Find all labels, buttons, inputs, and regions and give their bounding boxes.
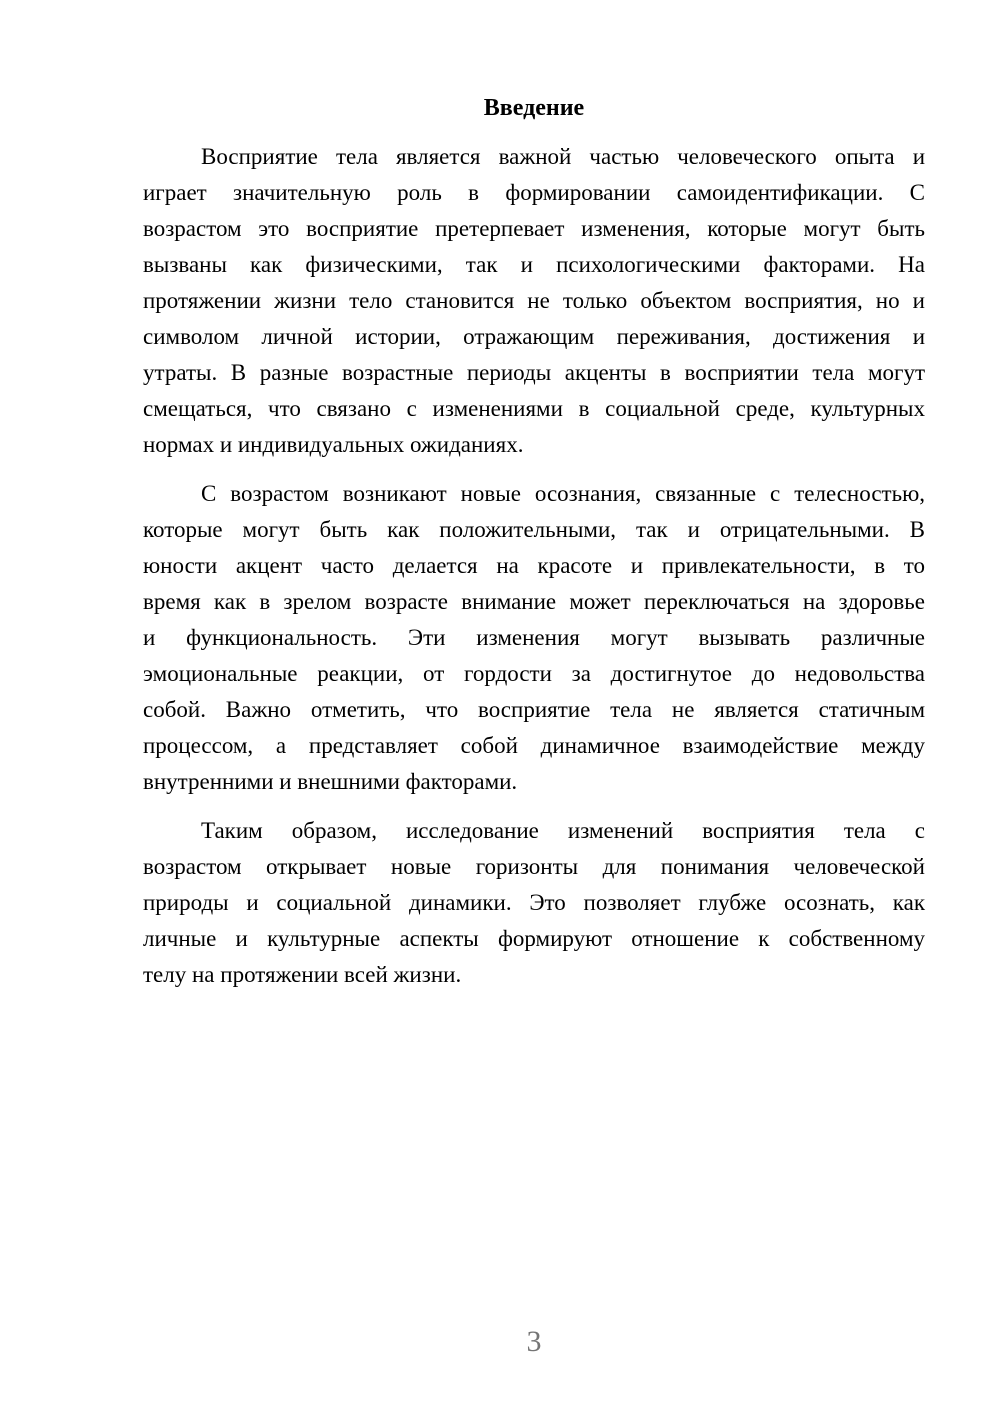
text-line: протяжении жизни тело становится не только объектом восприятия, но и bbox=[143, 288, 925, 313]
page-content bbox=[143, 90, 925, 1006]
text-line: смещаться, что связано с изменениями в социальной среде, культурных bbox=[143, 396, 925, 421]
text-line: собой. Важно отметить, что восприятие тела не является статичным bbox=[143, 697, 925, 722]
text-line: Таким образом, исследование изменений восприятия тела с bbox=[201, 818, 925, 843]
text-line: С возрастом возникают новые осознания, связанные с телесностью, bbox=[201, 481, 925, 506]
text-line: возрастом это восприятие претерпевает изменения, которые могут быть bbox=[143, 216, 925, 241]
text-line: эмоциональные реакции, от гордости за достигнутое до недовольства bbox=[143, 661, 925, 686]
text-line: время как в зрелом возрасте внимание может переключаться на здоровье bbox=[143, 589, 925, 614]
text-line: утраты. В разные возрастные периоды акценты в восприятии тела могут bbox=[143, 360, 925, 385]
text-line: вызваны как физическими, так и психологическими факторами. На bbox=[143, 252, 925, 277]
section-title: Введение bbox=[483, 95, 585, 121]
text-line: возрастом открывает новые горизонты для понимания человеческой bbox=[143, 854, 925, 879]
text-line: природы и социальной динамики. Это позволяет глубже осознать, как bbox=[143, 890, 925, 915]
text-line: нормах и индивидуальных ожиданиях. bbox=[143, 432, 524, 457]
paragraph bbox=[143, 139, 925, 463]
paragraph bbox=[143, 476, 925, 800]
text-line: которые могут быть как положительными, так и отрицательными. В bbox=[143, 517, 925, 542]
text-line: личные и культурные аспекты формируют отношение к собственному bbox=[143, 926, 925, 951]
text-line: юности акцент часто делается на красоте и привлекательности, в то bbox=[143, 553, 925, 578]
text-line: процессом, а представляет собой динамичное взаимодействие между bbox=[143, 733, 925, 758]
text-line: внутренними и внешними факторами. bbox=[143, 769, 518, 794]
page-number: 3 bbox=[526, 1325, 542, 1358]
text-line: символом личной истории, отражающим переживания, достижения и bbox=[143, 324, 925, 349]
paragraph bbox=[143, 813, 925, 993]
text-line: телу на протяжении всей жизни. bbox=[143, 962, 462, 987]
text-line: и функциональность. Эти изменения могут вызывать различные bbox=[143, 625, 925, 650]
paragraphs-container bbox=[143, 139, 925, 993]
text-line: Восприятие тела является важной частью человеческого опыта и bbox=[201, 144, 925, 169]
text-line: играет значительную роль в формировании самоидентификации. С bbox=[143, 180, 925, 205]
